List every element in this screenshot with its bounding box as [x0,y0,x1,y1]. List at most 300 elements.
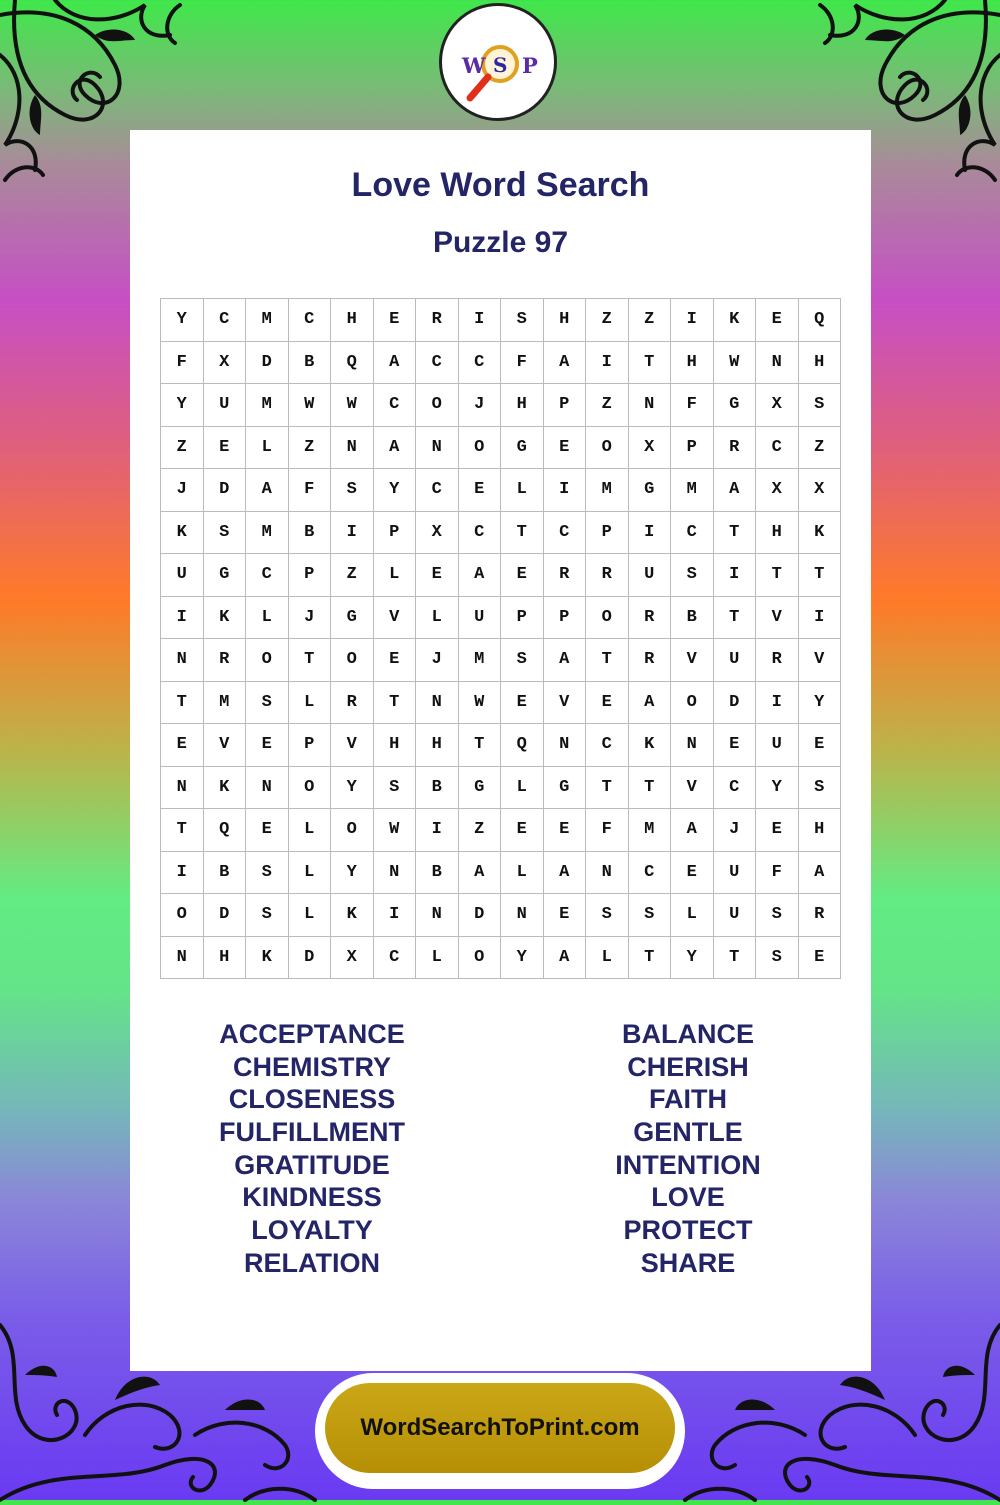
grid-cell[interactable]: F [288,469,331,512]
grid-cell[interactable]: E [161,724,204,767]
grid-cell[interactable]: V [671,639,714,682]
grid-cell[interactable]: G [458,766,501,809]
grid-cell[interactable]: R [543,554,586,597]
grid-cell[interactable]: E [373,299,416,342]
grid-cell[interactable]: Z [586,299,629,342]
grid-cell[interactable]: T [628,341,671,384]
grid-cell[interactable]: N [586,851,629,894]
grid-cell[interactable]: E [586,681,629,724]
grid-cell[interactable]: E [671,851,714,894]
grid-cell[interactable]: C [671,511,714,554]
word-item: BALANCE [622,1019,754,1049]
grid-cell[interactable]: E [798,724,841,767]
grid-row [161,384,841,427]
grid-cell[interactable]: B [288,341,331,384]
grid-cell[interactable]: H [203,936,246,979]
grid-cell[interactable]: K [161,511,204,554]
grid-cell[interactable]: S [203,511,246,554]
grid-cell[interactable]: I [713,554,756,597]
grid-cell[interactable]: H [671,341,714,384]
grid-cell[interactable]: B [416,766,459,809]
grid-cell[interactable]: M [246,511,289,554]
word-item: ACCEPTANCE [219,1019,405,1049]
grid-cell[interactable]: C [543,511,586,554]
grid-cell[interactable]: D [288,936,331,979]
grid-cell[interactable]: X [331,936,374,979]
grid-cell[interactable]: O [586,426,629,469]
grid-cell[interactable]: T [628,766,671,809]
grid-cell[interactable]: R [628,596,671,639]
grid-cell[interactable]: J [161,469,204,512]
grid-cell[interactable]: T [586,766,629,809]
grid-cell[interactable]: O [586,596,629,639]
grid-cell[interactable]: M [628,809,671,852]
grid-row [161,681,841,724]
grid-cell[interactable]: E [246,724,289,767]
grid-cell[interactable]: Z [798,426,841,469]
grid-row [161,851,841,894]
grid-cell[interactable]: I [543,469,586,512]
grid-cell[interactable]: C [246,554,289,597]
grid-cell[interactable]: O [458,426,501,469]
grid-cell[interactable]: J [713,809,756,852]
grid-cell[interactable]: N [416,894,459,937]
grid-cell[interactable]: G [203,554,246,597]
grid-cell[interactable]: T [373,681,416,724]
grid-cell[interactable]: F [671,384,714,427]
grid-cell[interactable]: E [543,426,586,469]
letter-grid [160,298,841,979]
grid-cell[interactable]: E [501,554,544,597]
grid-row [161,511,841,554]
grid-cell[interactable]: F [161,341,204,384]
grid-cell[interactable]: N [161,936,204,979]
grid-cell[interactable]: T [161,681,204,724]
grid-cell[interactable]: A [798,851,841,894]
grid-cell[interactable]: C [416,469,459,512]
grid-cell[interactable]: B [288,511,331,554]
grid-cell[interactable]: I [756,681,799,724]
grid-cell[interactable]: D [713,681,756,724]
grid-cell[interactable]: S [246,681,289,724]
grid-row [161,936,841,979]
grid-cell[interactable]: E [543,809,586,852]
grid-cell[interactable]: B [416,851,459,894]
grid-cell[interactable]: A [543,851,586,894]
grid-cell[interactable]: O [331,639,374,682]
grid-cell[interactable]: N [416,426,459,469]
grid-cell[interactable]: U [628,554,671,597]
word-item: CHERISH [627,1051,749,1082]
grid-cell[interactable]: G [628,469,671,512]
grid-cell[interactable]: K [203,766,246,809]
grid-cell[interactable]: C [628,851,671,894]
grid-cell[interactable]: D [203,894,246,937]
word-item: FAITH [649,1084,727,1115]
grid-cell[interactable]: Y [331,766,374,809]
grid-cell[interactable]: I [161,851,204,894]
grid-cell[interactable]: T [798,554,841,597]
grid-cell[interactable]: C [756,426,799,469]
grid-cell[interactable]: E [756,299,799,342]
grid-cell[interactable]: S [246,894,289,937]
grid-cell[interactable]: V [543,681,586,724]
grid-cell[interactable]: I [671,299,714,342]
grid-cell[interactable]: O [671,681,714,724]
grid-cell[interactable]: N [501,894,544,937]
grid-cell[interactable]: U [458,596,501,639]
grid-cell[interactable]: I [458,299,501,342]
grid-cell[interactable]: U [713,851,756,894]
grid-cell[interactable]: A [543,639,586,682]
grid-cell[interactable]: H [331,299,374,342]
grid-cell[interactable]: Z [586,384,629,427]
word-list-right [538,1018,838,1280]
grid-row [161,809,841,852]
site-logo[interactable] [439,3,557,121]
puzzle-sheet [130,130,871,1371]
grid-cell[interactable]: N [331,426,374,469]
grid-cell[interactable]: L [288,681,331,724]
grid-cell[interactable]: H [416,724,459,767]
grid-row [161,426,841,469]
grid-cell[interactable]: K [628,724,671,767]
grid-row [161,554,841,597]
grid-cell[interactable]: E [798,936,841,979]
grid-cell[interactable]: L [501,766,544,809]
grid-cell[interactable]: I [586,341,629,384]
grid-cell[interactable]: T [586,639,629,682]
grid-cell[interactable]: C [458,511,501,554]
grid-cell[interactable]: R [416,299,459,342]
page-title: Love Word Search [351,166,650,204]
grid-cell[interactable]: P [288,554,331,597]
grid-cell[interactable]: A [373,341,416,384]
grid-cell[interactable]: Z [628,299,671,342]
puzzle-number: Puzzle 97 [432,226,569,259]
grid-cell[interactable]: Q [798,299,841,342]
grid-cell[interactable]: D [203,469,246,512]
grid-cell[interactable]: C [373,384,416,427]
grid-cell[interactable]: E [756,809,799,852]
grid-cell[interactable]: C [713,766,756,809]
grid-cell[interactable]: J [416,639,459,682]
site-link-button[interactable]: WordSearchToPrint.com [325,1383,675,1473]
grid-cell[interactable]: T [501,511,544,554]
word-item: INTENTION [615,1149,761,1180]
word-item: SHARE [640,1247,736,1278]
grid-cell[interactable]: E [246,809,289,852]
grid-cell[interactable]: Z [458,809,501,852]
grid-cell[interactable]: L [246,426,289,469]
word-item: LOVE [651,1182,725,1213]
grid-row [161,766,841,809]
grid-cell[interactable]: G [543,766,586,809]
grid-cell[interactable]: O [331,809,374,852]
grid-cell[interactable]: N [543,724,586,767]
word-item: RELATION [244,1247,380,1278]
grid-cell[interactable]: P [501,596,544,639]
grid-cell[interactable]: S [798,384,841,427]
grid-cell[interactable]: L [671,894,714,937]
grid-cell[interactable]: L [416,936,459,979]
grid-cell[interactable]: L [288,809,331,852]
grid-cell[interactable]: S [586,894,629,937]
grid-cell[interactable]: W [373,809,416,852]
grid-cell[interactable]: M [586,469,629,512]
grid-cell[interactable]: E [713,724,756,767]
grid-cell[interactable]: N [161,766,204,809]
grid-cell[interactable]: E [416,554,459,597]
grid-cell[interactable]: N [373,851,416,894]
grid-cell[interactable]: B [203,851,246,894]
grid-cell[interactable]: T [713,596,756,639]
grid-cell[interactable]: A [458,851,501,894]
grid-cell[interactable]: N [671,724,714,767]
grid-cell[interactable]: Q [501,724,544,767]
logo-letter-p: P [522,53,538,78]
grid-cell[interactable]: O [246,639,289,682]
grid-cell[interactable]: C [288,299,331,342]
grid-cell[interactable]: S [501,639,544,682]
grid-cell[interactable]: E [501,809,544,852]
grid-cell[interactable]: H [373,724,416,767]
grid-cell[interactable]: L [416,596,459,639]
grid-cell[interactable]: E [501,681,544,724]
grid-cell[interactable]: X [203,341,246,384]
grid-cell[interactable]: Z [161,426,204,469]
grid-cell[interactable]: U [161,554,204,597]
grid-cell[interactable]: K [203,596,246,639]
grid-cell[interactable]: Y [501,936,544,979]
grid-cell[interactable]: M [671,469,714,512]
grid-cell[interactable]: A [713,469,756,512]
grid-cell[interactable]: W [331,384,374,427]
grid-cell[interactable]: T [756,554,799,597]
grid-cell[interactable]: V [671,766,714,809]
grid-cell[interactable]: V [798,639,841,682]
grid-cell[interactable]: O [161,894,204,937]
grid-cell[interactable]: H [798,809,841,852]
grid-cell[interactable]: W [713,341,756,384]
grid-cell[interactable]: L [246,596,289,639]
grid-cell[interactable]: X [798,469,841,512]
grid-cell[interactable]: Y [373,469,416,512]
grid-cell[interactable]: Z [288,426,331,469]
grid-cell[interactable]: L [288,894,331,937]
grid-cell[interactable]: R [798,894,841,937]
grid-cell[interactable]: A [671,809,714,852]
grid-cell[interactable]: G [501,426,544,469]
grid-cell[interactable]: X [756,469,799,512]
grid-cell[interactable]: R [628,639,671,682]
grid-cell[interactable]: Y [161,299,204,342]
grid-cell[interactable]: I [798,596,841,639]
grid-cell[interactable]: R [756,639,799,682]
grid-cell[interactable]: P [373,511,416,554]
grid-cell[interactable]: A [246,469,289,512]
magnifier-icon [442,6,554,118]
grid-cell[interactable]: M [203,681,246,724]
grid-cell[interactable]: U [713,894,756,937]
grid-row [161,299,841,342]
grid-cell[interactable]: S [798,766,841,809]
grid-cell[interactable]: I [161,596,204,639]
grid-cell[interactable]: W [288,384,331,427]
grid-cell[interactable]: O [416,384,459,427]
grid-cell[interactable]: A [543,341,586,384]
grid-cell[interactable]: T [161,809,204,852]
grid-cell[interactable]: P [288,724,331,767]
grid-row [161,341,841,384]
grid-row [161,639,841,682]
grid-cell[interactable]: V [203,724,246,767]
grid-cell[interactable]: C [458,341,501,384]
grid-cell[interactable]: E [203,426,246,469]
grid-cell[interactable]: I [373,894,416,937]
grid-cell[interactable]: K [246,936,289,979]
grid-cell[interactable]: O [458,936,501,979]
grid-cell[interactable]: Q [331,341,374,384]
grid-cell[interactable]: Y [671,936,714,979]
grid-cell[interactable]: K [798,511,841,554]
grid-cell[interactable]: X [628,426,671,469]
grid-cell[interactable]: R [331,681,374,724]
grid-cell[interactable]: U [203,384,246,427]
grid-cell[interactable]: M [246,299,289,342]
grid-cell[interactable]: I [416,809,459,852]
grid-row [161,724,841,767]
grid-cell[interactable]: L [501,851,544,894]
grid-cell[interactable]: C [416,341,459,384]
word-item: CLOSENESS [228,1084,396,1115]
grid-cell[interactable]: C [586,724,629,767]
grid-cell[interactable]: T [713,936,756,979]
grid-row [161,469,841,512]
grid-cell[interactable]: J [288,596,331,639]
grid-cell[interactable]: N [161,639,204,682]
grid-cell[interactable]: H [756,511,799,554]
grid-cell[interactable]: H [501,384,544,427]
grid-cell[interactable]: L [288,851,331,894]
grid-cell[interactable]: E [373,639,416,682]
grid-cell[interactable]: D [246,341,289,384]
grid-row [161,894,841,937]
grid-cell[interactable]: S [373,766,416,809]
grid-cell[interactable]: N [756,341,799,384]
grid-cell[interactable]: V [373,596,416,639]
word-item: GRATITUDE [234,1149,390,1180]
grid-cell[interactable]: S [756,936,799,979]
grid-cell[interactable]: H [543,299,586,342]
grid-cell[interactable]: K [713,299,756,342]
grid-cell[interactable]: D [458,894,501,937]
word-item: KINDNESS [242,1182,382,1213]
grid-cell[interactable]: U [713,639,756,682]
grid-cell[interactable]: K [331,894,374,937]
grid-cell[interactable]: T [288,639,331,682]
grid-cell[interactable]: T [458,724,501,767]
grid-row [161,596,841,639]
word-item: LOYALTY [251,1215,373,1246]
grid-cell[interactable]: J [458,384,501,427]
grid-cell[interactable]: T [713,511,756,554]
grid-cell[interactable]: R [713,426,756,469]
grid-cell[interactable]: Y [331,851,374,894]
grid-cell[interactable]: Y [756,766,799,809]
grid-cell[interactable]: S [331,469,374,512]
logo-letter-w: W [462,53,486,78]
grid-cell[interactable]: X [416,511,459,554]
grid-cell[interactable]: V [756,596,799,639]
grid-cell[interactable]: E [458,469,501,512]
grid-cell[interactable]: L [373,554,416,597]
grid-cell[interactable]: N [628,384,671,427]
word-item: CHEMISTRY [232,1051,391,1082]
grid-cell[interactable]: Y [798,681,841,724]
grid-cell[interactable]: G [331,596,374,639]
grid-cell[interactable]: R [586,554,629,597]
grid-cell[interactable]: R [203,639,246,682]
grid-cell[interactable]: E [543,894,586,937]
grid-cell[interactable]: S [628,894,671,937]
grid-cell[interactable]: V [331,724,374,767]
grid-cell[interactable]: F [756,851,799,894]
grid-cell[interactable]: U [756,724,799,767]
grid-cell[interactable]: L [586,936,629,979]
grid-cell[interactable]: X [756,384,799,427]
grid-cell[interactable]: I [331,511,374,554]
grid-cell[interactable]: W [458,681,501,724]
logo-letter-s: S [493,53,508,77]
grid-cell[interactable]: P [586,511,629,554]
grid-cell[interactable]: F [501,341,544,384]
grid-cell[interactable]: F [586,809,629,852]
grid-cell[interactable]: A [458,554,501,597]
grid-cell[interactable]: S [671,554,714,597]
grid-cell[interactable]: O [288,766,331,809]
grid-cell[interactable]: Q [203,809,246,852]
grid-cell[interactable]: H [798,341,841,384]
grid-cell[interactable]: C [203,299,246,342]
grid-cell[interactable]: N [416,681,459,724]
grid-cell[interactable]: Z [331,554,374,597]
grid-cell[interactable]: G [713,384,756,427]
grid-cell[interactable]: M [458,639,501,682]
word-list-left [162,1018,462,1280]
grid-cell[interactable]: N [246,766,289,809]
grid-cell[interactable]: T [628,936,671,979]
grid-cell[interactable]: A [373,426,416,469]
grid-cell[interactable]: C [373,936,416,979]
grid-cell[interactable]: B [671,596,714,639]
grid-cell[interactable]: S [501,299,544,342]
grid-cell[interactable]: A [628,681,671,724]
word-item: GENTLE [633,1117,743,1148]
site-link-frame [315,1373,685,1489]
word-item: FULFILLMENT [219,1117,405,1148]
grid-cell[interactable]: S [246,851,289,894]
grid-cell[interactable]: M [246,384,289,427]
grid-cell[interactable]: L [501,469,544,512]
grid-cell[interactable]: P [543,384,586,427]
grid-cell[interactable]: I [628,511,671,554]
grid-cell[interactable]: A [543,936,586,979]
grid-cell[interactable]: P [543,596,586,639]
grid-cell[interactable]: S [756,894,799,937]
grid-cell[interactable]: P [671,426,714,469]
grid-cell[interactable]: Y [161,384,204,427]
